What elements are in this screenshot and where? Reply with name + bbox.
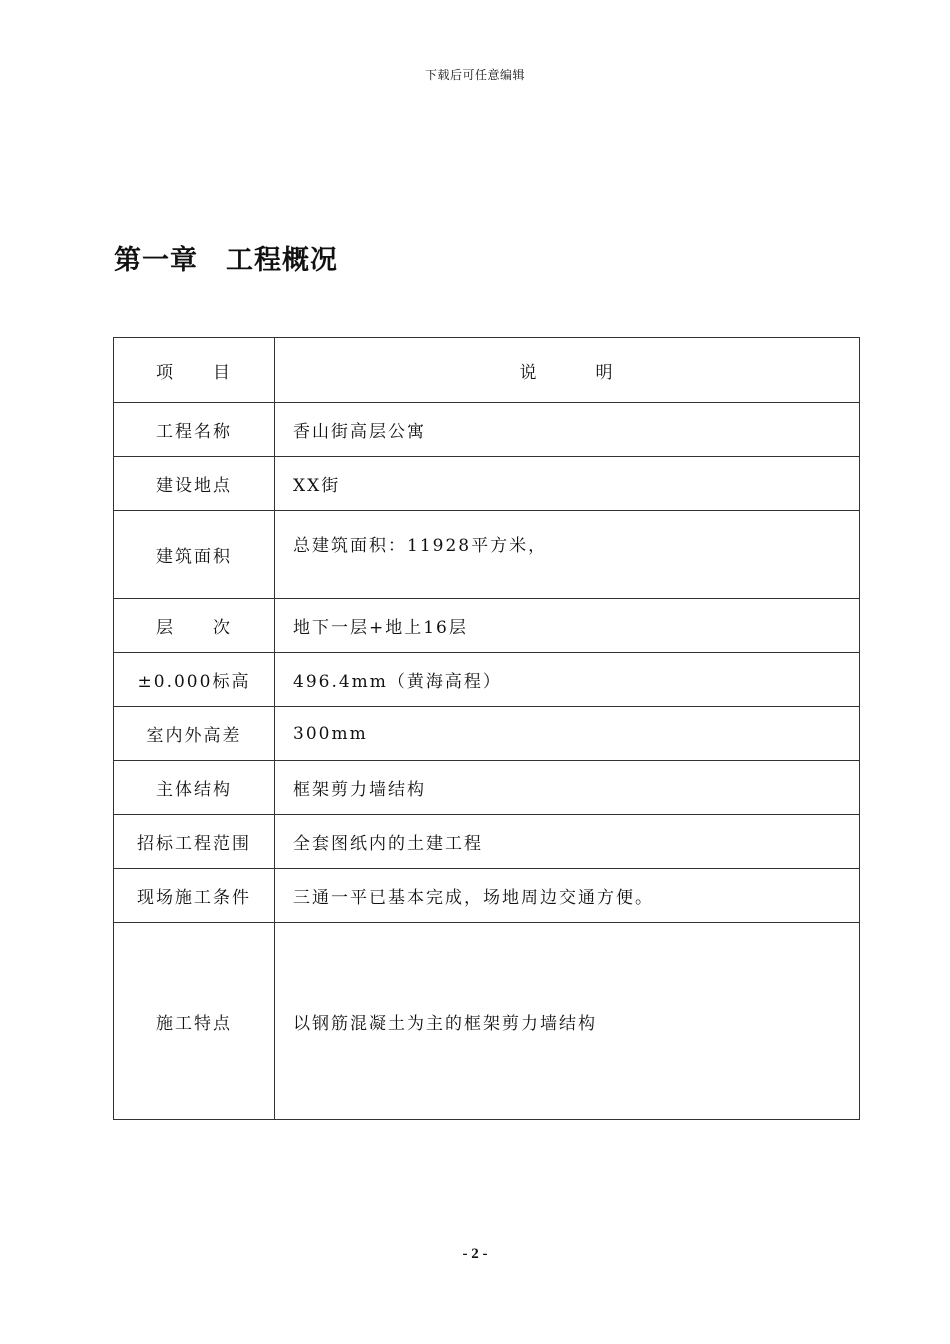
page-header-note: 下载后可任意编辑 — [424, 68, 525, 82]
table-row — [114, 457, 860, 511]
table-row — [114, 815, 860, 869]
chapter-title: 第一章 工程概况 — [114, 245, 338, 276]
row-item-cell: 建筑面积 — [114, 511, 275, 599]
row-item-cell: 建设地点 — [114, 457, 275, 511]
row-desc-cell: 三通一平已基本完成，场地周边交通方便。 — [275, 869, 860, 923]
table-header-row — [114, 338, 860, 403]
table-row — [114, 923, 860, 1120]
row-desc-cell: 496.4mm（黄海高程） — [275, 653, 860, 707]
row-item-cell: 工程名称 — [114, 403, 275, 457]
page-number: - 2 - — [462, 1246, 488, 1262]
table-row — [114, 761, 860, 815]
row-item-cell: 主体结构 — [114, 761, 275, 815]
row-desc-cell: XX街 — [275, 457, 860, 511]
row-item-cell: 招标工程范围 — [114, 815, 275, 869]
row-desc-cell: 300mm — [275, 707, 860, 761]
row-item-cell: 层 次 — [114, 599, 275, 653]
table-row — [114, 707, 860, 761]
header-desc-cell: 说 明 — [275, 338, 860, 403]
row-desc-cell: 框架剪力墙结构 — [275, 761, 860, 815]
project-overview-table — [113, 337, 860, 1120]
row-desc-cell: 香山街高层公寓 — [275, 403, 860, 457]
row-item-cell: 室内外高差 — [114, 707, 275, 761]
row-item-cell: 现场施工条件 — [114, 869, 275, 923]
table-row — [114, 511, 860, 599]
row-item-cell: ±0.000标高 — [114, 653, 275, 707]
row-item-cell: 施工特点 — [114, 923, 275, 1120]
table-row — [114, 599, 860, 653]
table-row — [114, 403, 860, 457]
row-desc-cell: 全套图纸内的土建工程 — [275, 815, 860, 869]
table-row — [114, 653, 860, 707]
header-item-cell: 项 目 — [114, 338, 275, 403]
row-desc-cell: 地下一层+地上16层 — [275, 599, 860, 653]
row-desc-cell: 总建筑面积：11928平方米， — [275, 511, 860, 599]
row-desc-cell: 以钢筋混凝土为主的框架剪力墙结构 — [275, 923, 860, 1120]
table-row — [114, 869, 860, 923]
